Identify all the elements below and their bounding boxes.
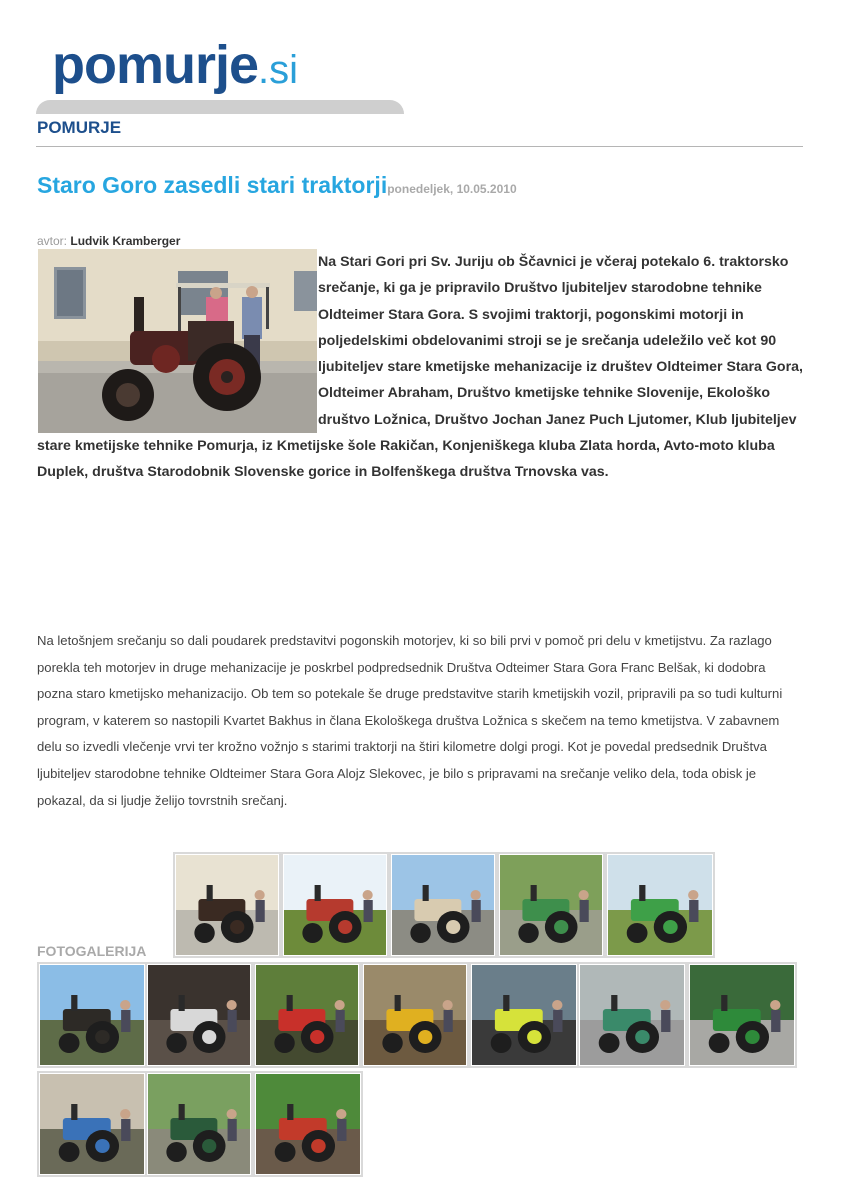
section-label[interactable]: POMURJE <box>37 118 122 137</box>
article-title: Staro Goro zasedli stari traktorji <box>37 172 388 198</box>
gallery-label: FOTOGALERIJA <box>37 943 147 959</box>
thumbnail-photo <box>364 965 466 1065</box>
gallery-thumbnail[interactable] <box>145 1071 253 1177</box>
logo-wordmark: pomurje <box>52 35 259 95</box>
header-tab-swoosh <box>36 100 404 114</box>
gallery-thumbnail[interactable] <box>605 852 715 958</box>
header-divider <box>36 146 803 147</box>
site-logo[interactable] <box>52 34 298 96</box>
thumbnail-photo <box>148 965 250 1065</box>
gallery-thumbnail[interactable] <box>497 852 605 958</box>
gallery-thumbnail[interactable] <box>37 962 147 1068</box>
gallery-thumbnail[interactable] <box>253 962 361 1068</box>
article-date: ponedeljek, 10.05.2010 <box>387 182 517 196</box>
thumbnail-photo <box>392 855 494 955</box>
gallery-thumbnail[interactable] <box>389 852 497 958</box>
article-lead <box>37 249 803 486</box>
gallery-thumbnail[interactable] <box>145 962 253 1068</box>
lead-paragraph: Na Stari Gori pri Sv. Juriju ob Ščavnici je včeraj potekalo 6. traktorsko srečanje, ki ga je pripravilo Društvo ljubiteljev starodobne tehnike Oldteimer Stara Gora. S svojimi traktorji, pogonskimi motorji in poljedelskimi obdelovanimi stroji se je srečanja udeležilo več kot 90 ljubiteljev stare kmetijske mehanizacije iz društev Oldteimer Stara Gora, Oldteimer Abraham, Društvo kmetijske tehnike Slovenije, Ekološko društvo Ložnica, Društvo Jochan Janez Puch Ljutomer, Klub ljubiteljev stare kmetijske tehnike Pomurja, iz Kmetijske šole Rakičan, Konjeniškega kluba Zlata horda, Avto-moto kluba Duplek, društva Starodobnik Slovenske gorice in Bolfenškega društva Trnovska vas. <box>37 254 803 481</box>
thumbnail-photo <box>608 855 712 955</box>
gallery-thumbnail[interactable] <box>577 962 687 1068</box>
article-title-line <box>37 172 517 199</box>
thumbnail-photo <box>580 965 684 1065</box>
article-byline <box>37 234 180 248</box>
gallery-thumbnail[interactable] <box>253 1071 363 1177</box>
gallery-thumbnail[interactable] <box>687 962 797 1068</box>
body-paragraph: Na letošnjem srečanju so dali poudarek predstavitvi pogonskih motorjev, ki so bili prvi v pomoč pri delu v kmetijstvu. Za razlago porekla teh motorjev in druge mehanizacije je poskrbel podpredsednik Društva Odteimer Stara Gora Franc Belšak, ki dodobra pozna staro kmetijsko mehanizacijo. Ob tem so potekale še druge predstavitve starih kmetijskih vozil, pripravili pa so tudi kulturni program, v katerem so nastopili Kvartet Bakhus in člana Ekološkega društva Ložnica s skečem na temo kmetijstva. V zabavnem delu so izvedli vlečenje vrvi ter krožno vožnjo s starimi traktorji na štiri kilometre dolgi progi. Kot je povedal predsednik Društva ljubiteljev starodobne tehnike Oldteimer Stara Gora Alojz Slekovec, je bilo s pripravami na srečanje veliko dela, toda obisk je pokazal, da si ljudje želijo tovrstnih srečanj. <box>37 633 783 808</box>
gallery-thumbnail[interactable] <box>173 852 281 958</box>
thumbnail-photo <box>472 965 576 1065</box>
gallery-thumbnail[interactable] <box>37 1071 147 1177</box>
lead-photo-space <box>37 249 318 418</box>
author-name: Ludvik Kramberger <box>70 234 181 248</box>
thumbnail-photo <box>256 965 358 1065</box>
thumbnail-photo <box>40 1074 144 1174</box>
byline-label: avtor: <box>37 234 68 248</box>
gallery-thumbnail[interactable] <box>469 962 579 1068</box>
gallery-thumbnail[interactable] <box>361 962 469 1068</box>
gallery-thumbnail[interactable] <box>281 852 389 958</box>
thumbnail-photo <box>500 855 602 955</box>
thumbnail-photo <box>148 1074 250 1174</box>
thumbnail-photo <box>256 1074 360 1174</box>
thumbnail-photo <box>690 965 794 1065</box>
thumbnail-photo <box>176 855 278 955</box>
thumbnail-photo <box>284 855 386 955</box>
logo-domain: .si <box>258 48 299 92</box>
thumbnail-photo <box>40 965 144 1065</box>
